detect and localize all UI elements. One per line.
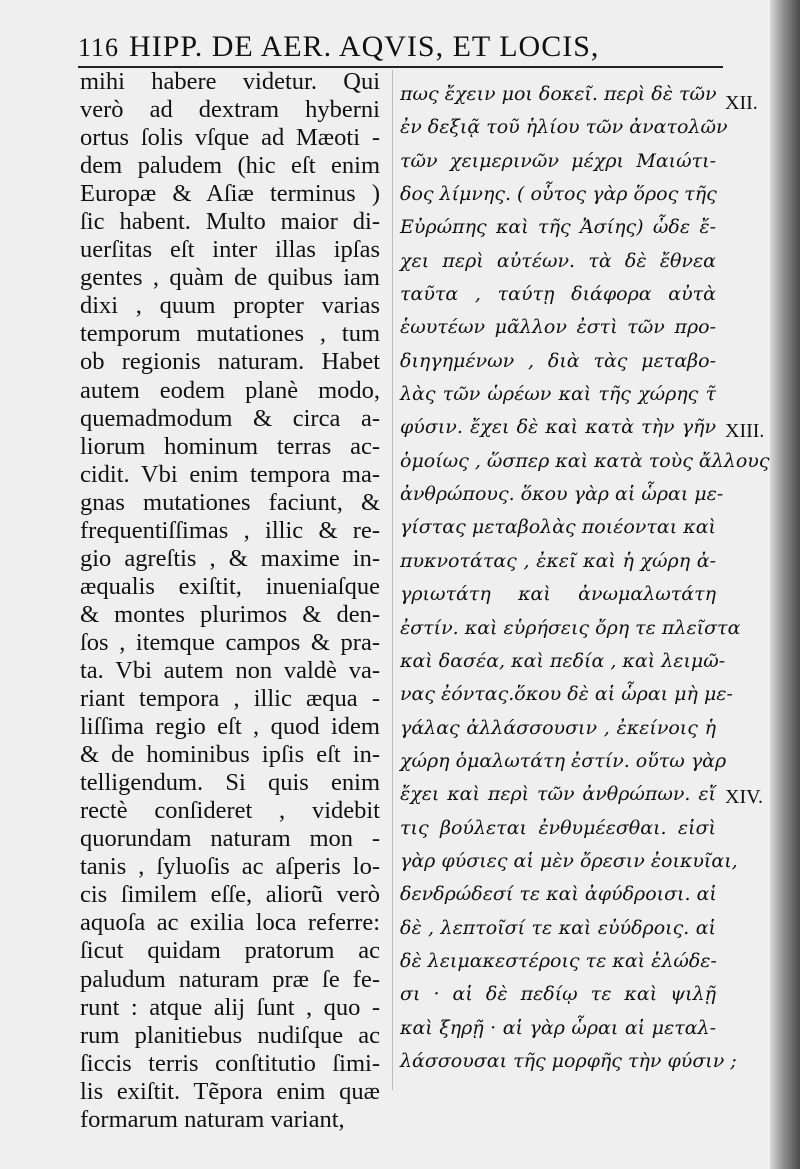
greek-text-line: λάσσουσαι τῆς μορφῆς τὴν φύσιν ; xyxy=(400,1049,737,1072)
latin-text-line: ta. Vbi autem non valdè va- xyxy=(80,656,380,684)
latin-text-line: gio agreſtis , & maxime in- xyxy=(80,544,380,572)
latin-text-line: rum planitiebus nudiſque ac xyxy=(80,1021,380,1049)
greek-text-line: ἐν δεξιᾷ τοῦ ἡλίου τῶν ἀνατολῶν xyxy=(400,116,728,139)
latin-text-line: & de hominibus ipſis eſt in- xyxy=(80,741,380,769)
latin-text-line: gnas mutationes faciunt, & xyxy=(80,488,380,516)
latin-text-line: ſos , itemque campos & pra- xyxy=(80,628,380,656)
latin-text-line: tanis , ſyluoſis ac aſperis lo- xyxy=(80,853,380,881)
greek-text-line: γάλας ἀλλάσσουσιν , ἐκείνοις ἡ xyxy=(400,716,716,739)
latin-text-line: lis exiſtit. Tẽpora enim quæ xyxy=(80,1077,380,1105)
latin-text-line: frequentiſſimas , illic & re- xyxy=(80,516,380,544)
latin-text-line: formarum naturam variant, xyxy=(80,1105,345,1133)
latin-text-line: liſſima regio eſt , quod idem xyxy=(80,713,380,741)
greek-text-line: Εὐρώπης καὶ τῆς Ἀσίης) ὧδε ἔ- xyxy=(400,216,716,239)
greek-text-line: χει περὶ αὐτέων. τὰ δὲ ἔθνεα xyxy=(400,249,716,272)
page-number: 116 xyxy=(78,33,120,62)
greek-text-line: ὁμοίως , ὥσπερ καὶ κατὰ τοὺς ἄλλους xyxy=(400,449,770,472)
greek-text-line: πως ἔχειν μοι δοκεῖ. περὶ δὲ τῶν xyxy=(400,83,717,105)
latin-text-line: liorum hominum terras ac- xyxy=(80,432,380,460)
greek-text-line: δὲ λειμακεστέροις τε καὶ ἑλώδε- xyxy=(400,949,717,972)
margin-note-section-13: XIII. xyxy=(725,420,765,442)
greek-text-line: δὲ , λεπτοῖσί τε καὶ εὐύδροις. αἱ xyxy=(400,916,716,939)
latin-text-line: gentes , quàm de quibus iam xyxy=(80,264,380,292)
latin-text-line: cis ſimilem eſſe, aliorũ verò xyxy=(80,881,380,909)
greek-text-line: ἀνθρώπους. ὅκου γὰρ αἱ ὧραι με- xyxy=(400,483,724,506)
greek-text-line: καὶ δασέα, καὶ πεδία , καὶ λειμῶ- xyxy=(400,649,726,672)
greek-text-line: γριωτάτη καὶ ἀνωμαλωτάτη xyxy=(400,583,716,606)
latin-text-line: ſiccis terris conſtitutio ſimi- xyxy=(80,1049,380,1077)
latin-text-line: aquoſa ac exilia loca referre: xyxy=(80,909,380,937)
greek-text-line: σι · αἱ δὲ πεδίῳ τε καὶ ψιλῇ xyxy=(400,983,716,1006)
latin-text-line: & montes plurimos & den- xyxy=(80,600,380,628)
latin-text-line: dixi , quum propter varias xyxy=(80,292,380,320)
greek-text-line: ἑωυτέων μᾶλλον ἐστὶ τῶν προ- xyxy=(400,316,716,339)
greek-text-line: διηγημένων , διὰ τὰς μεταβο- xyxy=(400,349,716,372)
latin-text-line: verò ad dextram hyberni xyxy=(80,96,380,124)
greek-text-line: δενδρώδεσί τε καὶ ἀφύδροισι. αἱ xyxy=(400,883,717,906)
latin-column xyxy=(80,68,380,1134)
running-head xyxy=(78,30,599,64)
page-edge-shadow xyxy=(770,0,800,1169)
latin-text-line: ob regionis naturam. Habet xyxy=(80,348,380,376)
latin-text-line: mihi habere videtur. Qui xyxy=(80,68,380,95)
latin-text-line: ſicut quidam pratorum ac xyxy=(80,937,380,965)
latin-text-line: ortus ſolis vſque ad Mæoti - xyxy=(80,124,380,152)
margin-note-section-14: XIV. xyxy=(725,786,763,808)
column-divider xyxy=(392,70,393,1090)
latin-text-line: æqualis exiſtit, inueniaſque xyxy=(80,572,380,600)
latin-text-line: temporum mutationes , tum xyxy=(80,320,380,348)
greek-text-line: γὰρ φύσιες αἱ μὲν ὄρεσιν ἐοικυῖαι, xyxy=(400,849,738,872)
latin-text-line: dem paludem (hic eſt enim xyxy=(80,152,380,180)
greek-text-line: χώρη ὁμαλωτάτη ἐστίν. οὕτω γὰρ xyxy=(400,749,727,772)
greek-text-line: τῶν χειμερινῶν μέχρι Μαιώτι- xyxy=(400,149,716,172)
latin-text-line: runt : atque alij ſunt , quo - xyxy=(80,993,380,1021)
greek-text-line: γίστας μεταβολὰς ποιέονται καὶ xyxy=(400,516,716,539)
latin-text-line: autem eodem planè modo, xyxy=(80,376,380,404)
latin-text-line: cidit. Vbi enim tempora ma- xyxy=(80,460,380,488)
latin-text-line: uerſitas eſt inter illas ipſas xyxy=(80,236,380,264)
latin-text-line: quorundam naturam mon - xyxy=(80,825,380,853)
latin-text-line: paludum naturam præ ſe fe- xyxy=(80,965,380,993)
greek-text-line: τις βούλεται ἐνθυμέεσθαι. εἰσὶ xyxy=(400,816,716,839)
latin-text-line: ſic habent. Multo maior di- xyxy=(80,208,380,236)
greek-text-line: δος λίμνης. ( οὗτος γὰρ ὅρος τῆς xyxy=(400,183,717,206)
margin-note-section-12: XII. xyxy=(725,92,758,114)
greek-text-line: φύσιν. ἔχει δὲ καὶ κατὰ τὴν γῆν xyxy=(400,416,716,439)
greek-text-line: νας ἐόντας.ὅκου δὲ αἱ ὧραι μὴ με- xyxy=(400,683,733,706)
greek-text-line: ἐστίν. καὶ εὑρήσεις ὄρη τε πλεῖστα xyxy=(400,616,741,639)
greek-text-line: ἔχει καὶ περὶ τῶν ἀνθρώπων. εἴ xyxy=(400,783,716,806)
greek-text-line: πυκνοτάτας , ἐκεῖ καὶ ἡ χώρη ἀ- xyxy=(400,549,716,572)
running-title: HIPP. DE AER. AQVIS, ET LOCIS, xyxy=(129,30,600,63)
greek-text-line: ταῦτα , ταύτῃ διάφορα αὐτὰ xyxy=(400,283,716,306)
latin-text-line: Europæ & Aſiæ terminus ) xyxy=(80,180,380,208)
greek-text-line: καὶ ξηρῇ · αἱ γὰρ ὧραι αἱ μεταλ- xyxy=(400,1016,716,1039)
latin-text-line: rectè conſideret , videbit xyxy=(80,797,380,825)
latin-text-line: riant tempora , illic æqua - xyxy=(80,685,380,713)
greek-text-line: λὰς τῶν ὡρέων καὶ τῆς χώρης τ̃ xyxy=(400,383,716,406)
latin-text-line: quemadmodum & circa a- xyxy=(80,404,380,432)
latin-text-line: telligendum. Si quis enim xyxy=(80,769,380,797)
